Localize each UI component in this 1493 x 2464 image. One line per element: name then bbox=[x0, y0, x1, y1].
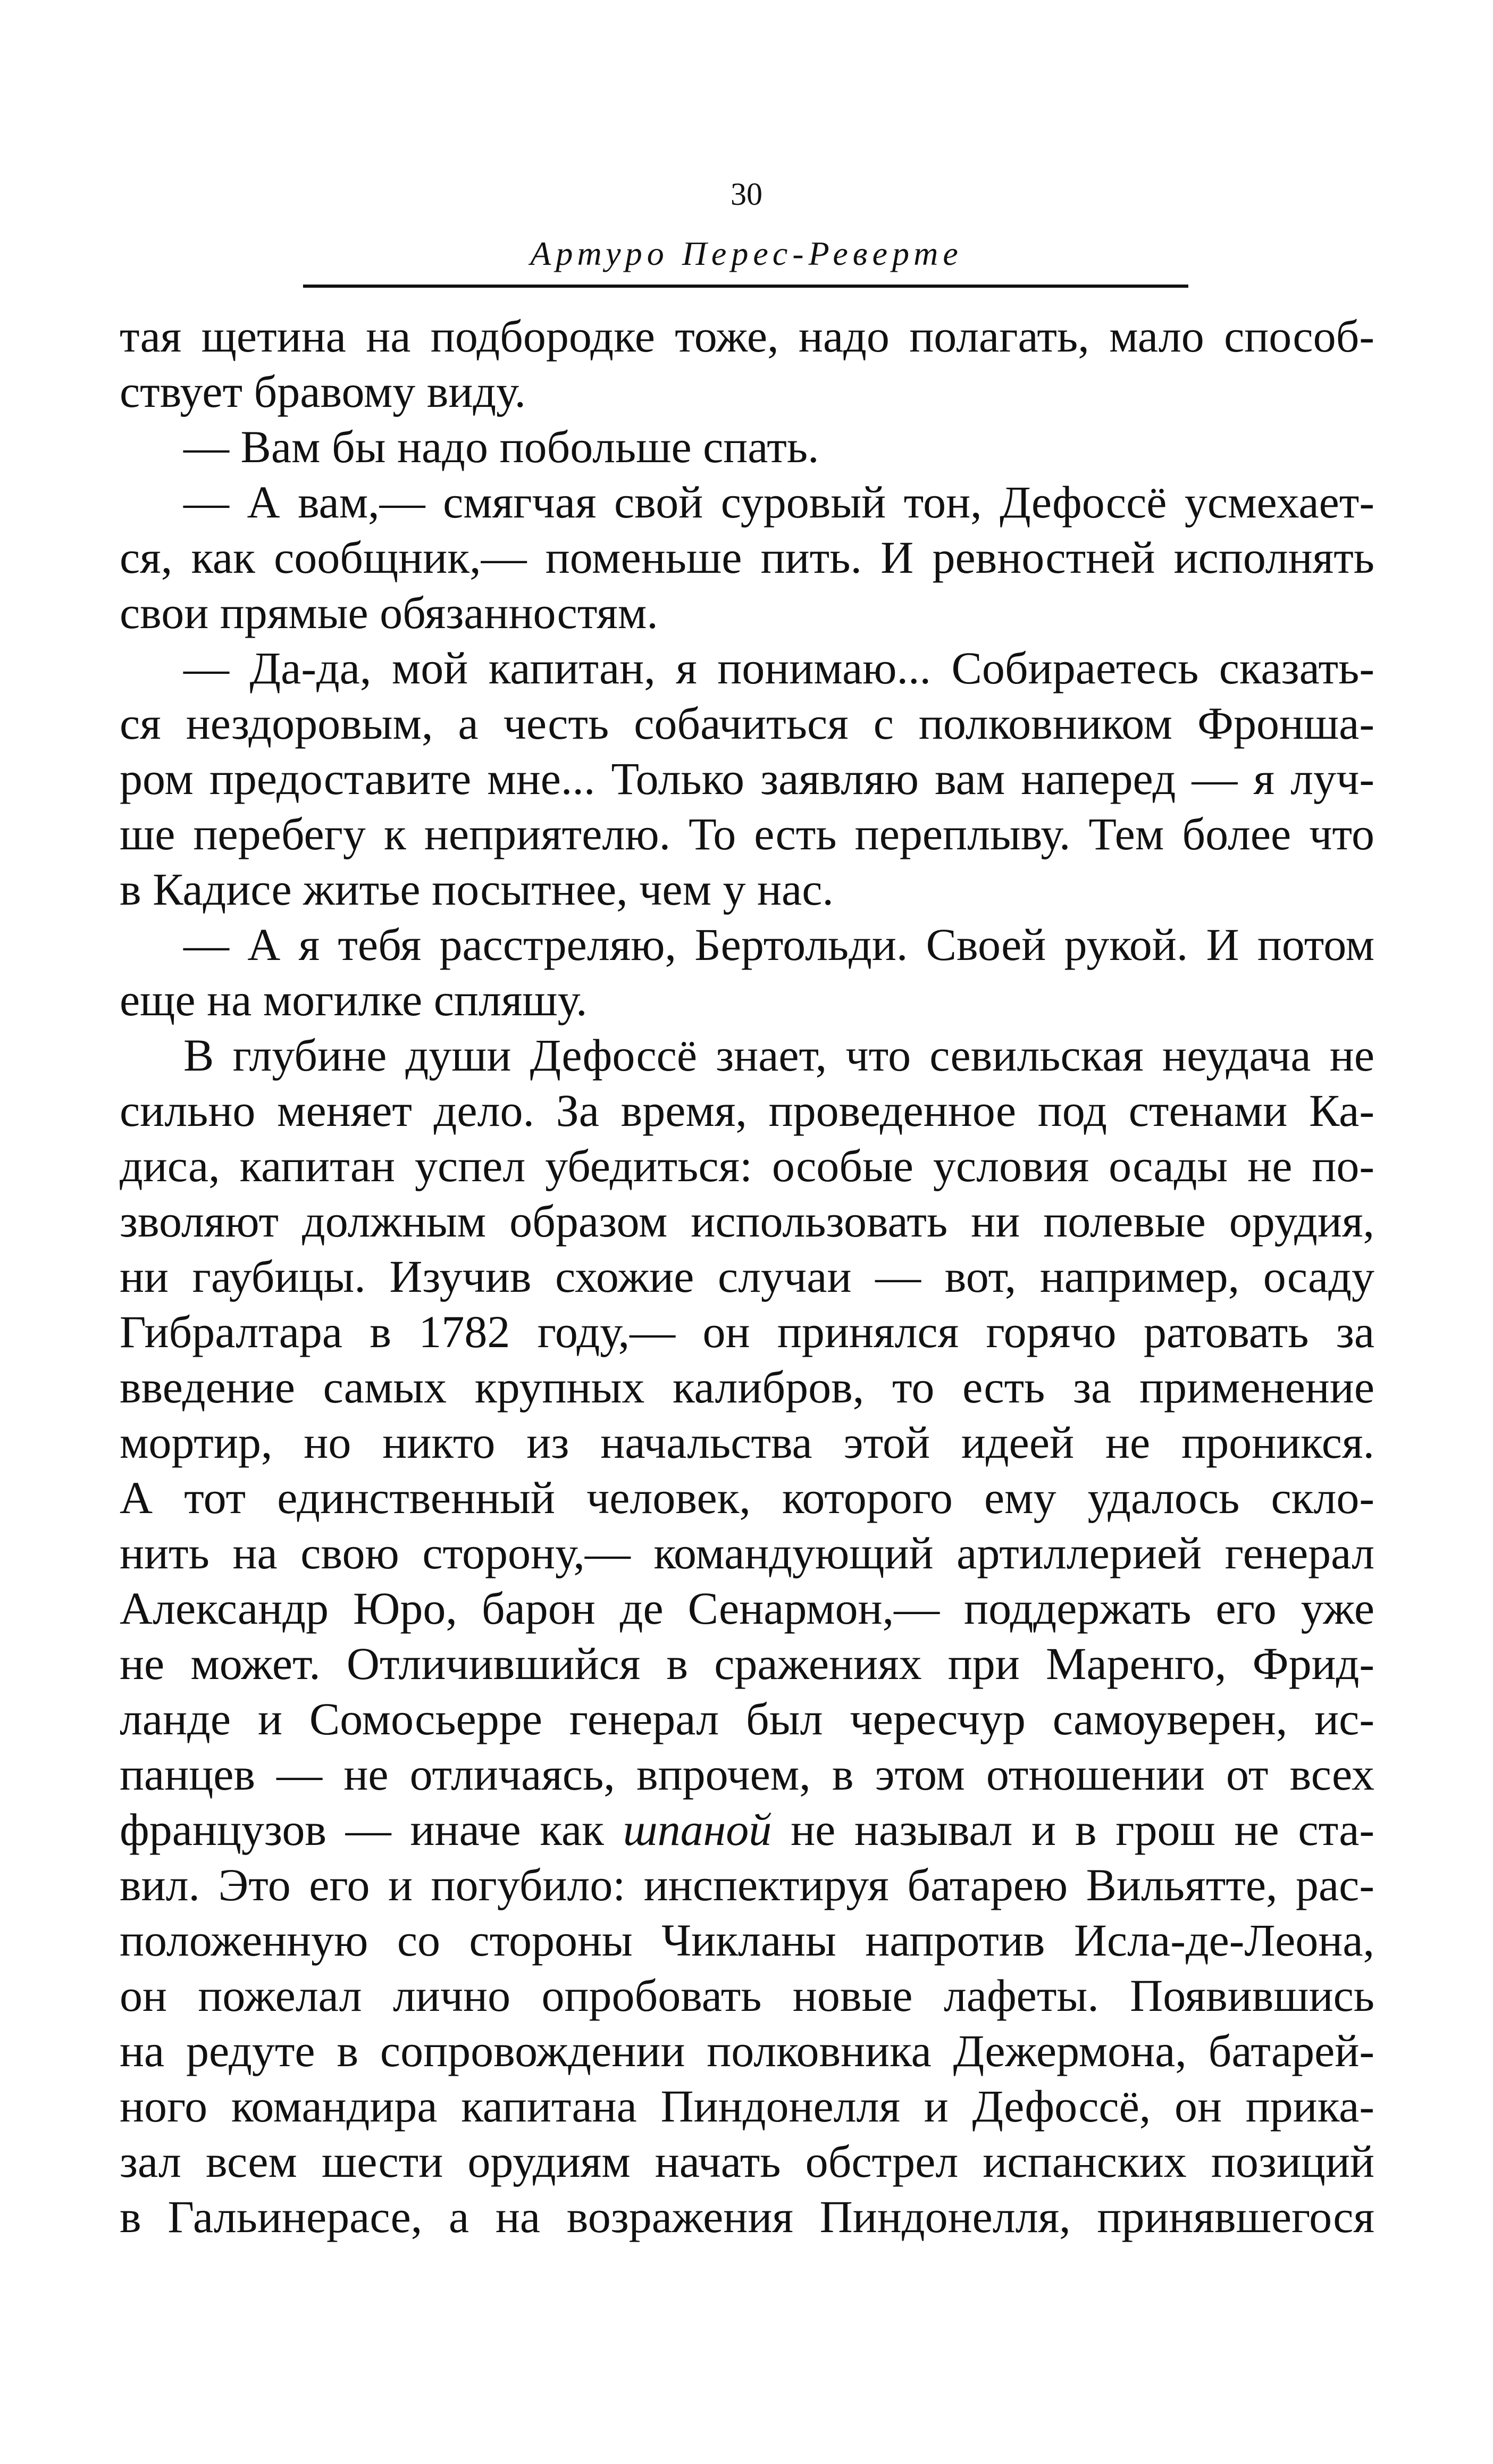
text-line: ся, как сообщник,— поменьше пить. И ревностней исполнять bbox=[120, 532, 1374, 583]
text-line: В глубине души Дефоссё знает, что севильская неудача не bbox=[183, 1030, 1374, 1081]
text-line: ром предоставите мне... Только заявляю вам наперед — я луч- bbox=[120, 753, 1374, 804]
text-segment: французов — иначе как bbox=[120, 1804, 604, 1855]
text-line: — Да-да, мой капитан, я понимаю... Собираетесь сказать- bbox=[183, 642, 1374, 694]
text-line: зал всем шести орудиям начать обстрел испанских позиций bbox=[120, 2136, 1374, 2187]
text-line: нить на свою сторону,— командующий артиллерией генерал bbox=[120, 1527, 1374, 1578]
text-line: в Гальинерасе, а на возражения Пиндонелля, принявшегося bbox=[120, 2191, 1374, 2242]
text-line: он пожелал лично опробовать новые лафеты. Появившись bbox=[120, 1970, 1374, 2021]
text-line: Гибралтара в 1782 году,— он принялся горячо ратовать за bbox=[120, 1306, 1374, 1357]
header-rule bbox=[303, 285, 1188, 288]
text-line: тая щетина на подбородке тоже, надо полагать, мало способ- bbox=[120, 311, 1374, 362]
text-line: вил. Это его и погубило: инспектируя батарею Вильятте, рас- bbox=[120, 1859, 1374, 1910]
body-text bbox=[120, 308, 1374, 2244]
text-line: ствует бравому виду. bbox=[120, 366, 526, 417]
text-line: панцев — не отличаясь, впрочем, в этом отношении от всех bbox=[120, 1749, 1374, 1800]
text-line: сильно меняет дело. За время, проведенное под стенами Ка- bbox=[120, 1085, 1374, 1136]
text-line: ного командира капитана Пиндонелля и Дефоссё, он прика- bbox=[120, 2081, 1374, 2132]
text-line: мортир, но никто из начальства этой идеей не проникся. bbox=[120, 1417, 1374, 1468]
text-line: введение самых крупных калибров, то есть за применение bbox=[120, 1362, 1374, 1413]
text-line: ланде и Сомосьерре генерал был чересчур самоуверен, ис- bbox=[120, 1693, 1374, 1744]
running-head-author: Артуро Перес-Реверте bbox=[530, 235, 963, 272]
text-line: еще на могилке спляшу. bbox=[120, 974, 588, 1025]
italic-word: шпаной bbox=[623, 1804, 772, 1855]
text-line: не может. Отличившийся в сражениях при Маренго, Фрид- bbox=[120, 1638, 1374, 1689]
text-line: — Вам бы надо побольше спать. bbox=[183, 421, 819, 472]
text-line: свои прямые обязанностям. bbox=[120, 587, 658, 638]
text-line: в Кадисе житье посытнее, чем у нас. bbox=[120, 864, 834, 915]
text-line-with-italic bbox=[120, 1802, 1374, 1857]
text-line: А тот единственный человек, которого ему удалось скло- bbox=[120, 1472, 1374, 1523]
page-number: 30 bbox=[731, 177, 762, 212]
text-line: диса, капитан успел убедиться: особые условия осады не по- bbox=[120, 1140, 1374, 1191]
text-line: Александр Юро, барон де Сенармон,— поддержать его уже bbox=[120, 1583, 1374, 1634]
text-line: — А я тебя расстреляю, Бертольди. Своей рукой. И потом bbox=[183, 919, 1374, 970]
text-line: ни гаубицы. Изучив схожие случаи — вот, например, осаду bbox=[120, 1251, 1374, 1302]
text-line: ся нездоровым, а честь собачиться с полковником Фронша- bbox=[120, 698, 1374, 749]
text-line: — А вам,— смягчая свой суровый тон, Дефоссё усмехает- bbox=[183, 477, 1374, 528]
text-line: ше перебегу к неприятелю. То есть переплыву. Тем более что bbox=[120, 808, 1374, 859]
text-line: на редуте в сопровождении полковника Дежермона, батарей- bbox=[120, 2025, 1374, 2076]
text-line: положенную со стороны Чикланы напротив Исла-де-Леона, bbox=[120, 1915, 1374, 1966]
text-line: зволяют должным образом использовать ни полевые орудия, bbox=[120, 1196, 1374, 1247]
text-segment: не называл и в грош не ста- bbox=[791, 1804, 1375, 1855]
